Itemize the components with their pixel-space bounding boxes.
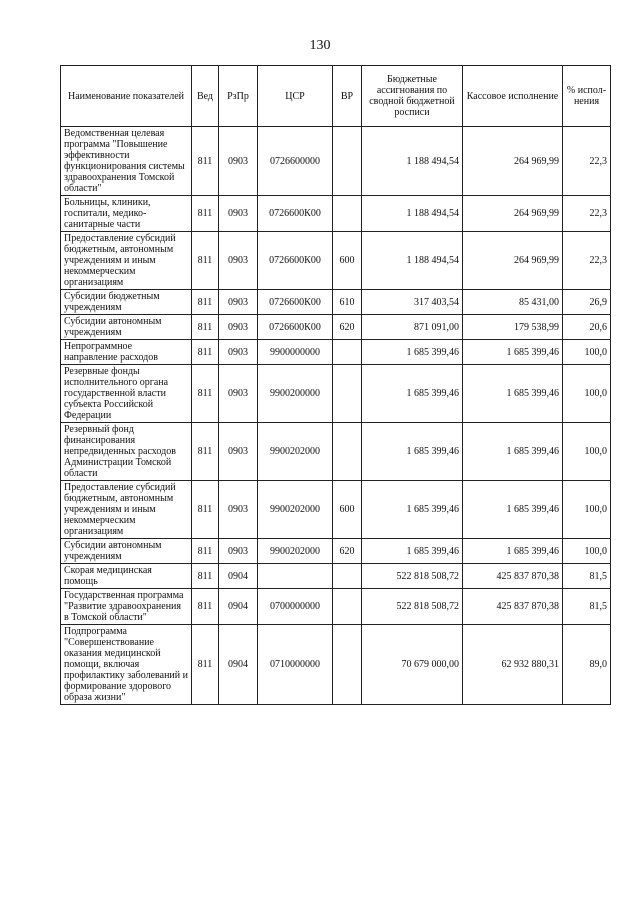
cell-pct: 100,0: [563, 539, 611, 564]
header-ved: Вед: [192, 66, 219, 127]
cell-cash: 264 969,99: [463, 196, 563, 232]
cell-ved: 811: [192, 340, 219, 365]
cell-budget: 70 679 000,00: [362, 625, 463, 705]
table-header-row: [61, 66, 611, 127]
table-row: [61, 539, 611, 564]
cell-pct: 100,0: [563, 365, 611, 423]
cell-csr: [258, 564, 333, 589]
header-vr: ВР: [333, 66, 362, 127]
cell-rzpr: 0903: [219, 539, 258, 564]
cell-rzpr: 0903: [219, 481, 258, 539]
cell-cash: 1 685 399,46: [463, 481, 563, 539]
cell-cash: 62 932 880,31: [463, 625, 563, 705]
cell-name: Субсидии бюджетным учреждениям: [61, 290, 192, 315]
cell-name: Субсидии автономным учреждениям: [61, 539, 192, 564]
cell-rzpr: 0903: [219, 196, 258, 232]
cell-budget: 1 685 399,46: [362, 481, 463, 539]
cell-ved: 811: [192, 423, 219, 481]
cell-cash: 425 837 870,38: [463, 564, 563, 589]
cell-name: Субсидии автономным учреждениям: [61, 315, 192, 340]
cell-name: Больницы, клиники, госпитали, медико-санитарные части: [61, 196, 192, 232]
cell-csr: 0726600К00: [258, 196, 333, 232]
cell-csr: 9900202000: [258, 481, 333, 539]
cell-cash: 85 431,00: [463, 290, 563, 315]
cell-csr: 0726600К00: [258, 232, 333, 290]
cell-vr: [333, 564, 362, 589]
cell-budget: 1 188 494,54: [362, 232, 463, 290]
table-row: [61, 340, 611, 365]
cell-budget: 1 188 494,54: [362, 196, 463, 232]
cell-cash: 1 685 399,46: [463, 539, 563, 564]
cell-name: Государственная программа "Развитие здравоохранения в Томской области": [61, 589, 192, 625]
cell-ved: 811: [192, 589, 219, 625]
table-row: [61, 315, 611, 340]
table-row: [61, 481, 611, 539]
table-row: [61, 127, 611, 196]
header-csr: ЦСР: [258, 66, 333, 127]
cell-ved: 811: [192, 315, 219, 340]
table-row: [61, 625, 611, 705]
header-cash: Кассовое исполнение: [463, 66, 563, 127]
cell-csr: 9900202000: [258, 423, 333, 481]
cell-budget: 871 091,00: [362, 315, 463, 340]
cell-name: Резервные фонды исполнительного органа государственной власти субъекта Российской Федерации: [61, 365, 192, 423]
cell-rzpr: 0903: [219, 315, 258, 340]
cell-csr: 9900000000: [258, 340, 333, 365]
cell-pct: 100,0: [563, 481, 611, 539]
header-budget: Бюджетные ассигнования по сводной бюджетной росписи: [362, 66, 463, 127]
header-pct: % испол-нения: [563, 66, 611, 127]
cell-cash: 264 969,99: [463, 232, 563, 290]
cell-pct: 22,3: [563, 196, 611, 232]
cell-cash: 1 685 399,46: [463, 365, 563, 423]
budget-table: [60, 65, 611, 705]
cell-pct: 100,0: [563, 423, 611, 481]
cell-name: Предоставление субсидий бюджетным, автономным учреждениям и иным некоммерческим организациям: [61, 232, 192, 290]
cell-cash: 1 685 399,46: [463, 340, 563, 365]
cell-rzpr: 0903: [219, 340, 258, 365]
cell-budget: 522 818 508,72: [362, 564, 463, 589]
cell-budget: 1 685 399,46: [362, 365, 463, 423]
cell-pct: 22,3: [563, 127, 611, 196]
cell-rzpr: 0903: [219, 127, 258, 196]
cell-rzpr: 0903: [219, 232, 258, 290]
cell-csr: 0710000000: [258, 625, 333, 705]
cell-pct: 22,3: [563, 232, 611, 290]
cell-vr: 610: [333, 290, 362, 315]
header-name: Наименование показателей: [61, 66, 192, 127]
cell-rzpr: 0904: [219, 589, 258, 625]
cell-rzpr: 0904: [219, 625, 258, 705]
cell-budget: 522 818 508,72: [362, 589, 463, 625]
cell-vr: 600: [333, 481, 362, 539]
cell-pct: 81,5: [563, 564, 611, 589]
cell-budget: 1 685 399,46: [362, 539, 463, 564]
cell-budget: 1 685 399,46: [362, 423, 463, 481]
cell-pct: 89,0: [563, 625, 611, 705]
cell-cash: 1 685 399,46: [463, 423, 563, 481]
cell-pct: 81,5: [563, 589, 611, 625]
cell-name: Скорая медицинская помощь: [61, 564, 192, 589]
page-number: 130: [309, 38, 331, 53]
cell-rzpr: 0904: [219, 564, 258, 589]
cell-ved: 811: [192, 127, 219, 196]
cell-cash: 425 837 870,38: [463, 589, 563, 625]
cell-name: Резервный фонд финансирования непредвиденных расходов Администрации Томской области: [61, 423, 192, 481]
cell-ved: 811: [192, 290, 219, 315]
cell-vr: [333, 423, 362, 481]
cell-csr: 0726600000: [258, 127, 333, 196]
table-row: [61, 196, 611, 232]
table-row: [61, 365, 611, 423]
cell-csr: 0726600К00: [258, 290, 333, 315]
cell-ved: 811: [192, 232, 219, 290]
cell-csr: 0726600К00: [258, 315, 333, 340]
cell-ved: 811: [192, 625, 219, 705]
cell-csr: 9900200000: [258, 365, 333, 423]
cell-vr: [333, 127, 362, 196]
table-row: [61, 589, 611, 625]
cell-vr: [333, 340, 362, 365]
cell-vr: 600: [333, 232, 362, 290]
table-row: [61, 232, 611, 290]
cell-vr: 620: [333, 539, 362, 564]
cell-vr: [333, 196, 362, 232]
cell-ved: 811: [192, 564, 219, 589]
header-rzpr: РзПр: [219, 66, 258, 127]
cell-name: Подпрограмма "Совершенствование оказания медицинской помощи, включая профилактику заболеваний и формирование здорового образа жизни": [61, 625, 192, 705]
cell-rzpr: 0903: [219, 290, 258, 315]
cell-vr: 620: [333, 315, 362, 340]
table-row: [61, 423, 611, 481]
cell-cash: 179 538,99: [463, 315, 563, 340]
cell-pct: 26,9: [563, 290, 611, 315]
cell-name: Предоставление субсидий бюджетным, автономным учреждениям и иным некоммерческим организациям: [61, 481, 192, 539]
cell-vr: [333, 589, 362, 625]
cell-name: Ведомственная целевая программа "Повышение эффективности функционирования системы здравоохранения Томской области": [61, 127, 192, 196]
cell-budget: 1 685 399,46: [362, 340, 463, 365]
cell-cash: 264 969,99: [463, 127, 563, 196]
cell-ved: 811: [192, 481, 219, 539]
cell-rzpr: 0903: [219, 423, 258, 481]
cell-budget: 317 403,54: [362, 290, 463, 315]
cell-rzpr: 0903: [219, 365, 258, 423]
cell-pct: 20,6: [563, 315, 611, 340]
cell-vr: [333, 365, 362, 423]
cell-csr: 9900202000: [258, 539, 333, 564]
cell-budget: 1 188 494,54: [362, 127, 463, 196]
cell-csr: 0700000000: [258, 589, 333, 625]
cell-ved: 811: [192, 365, 219, 423]
cell-pct: 100,0: [563, 340, 611, 365]
cell-vr: [333, 625, 362, 705]
cell-ved: 811: [192, 196, 219, 232]
table-row: [61, 564, 611, 589]
cell-ved: 811: [192, 539, 219, 564]
table-row: [61, 290, 611, 315]
cell-name: Непрограммное направление расходов: [61, 340, 192, 365]
